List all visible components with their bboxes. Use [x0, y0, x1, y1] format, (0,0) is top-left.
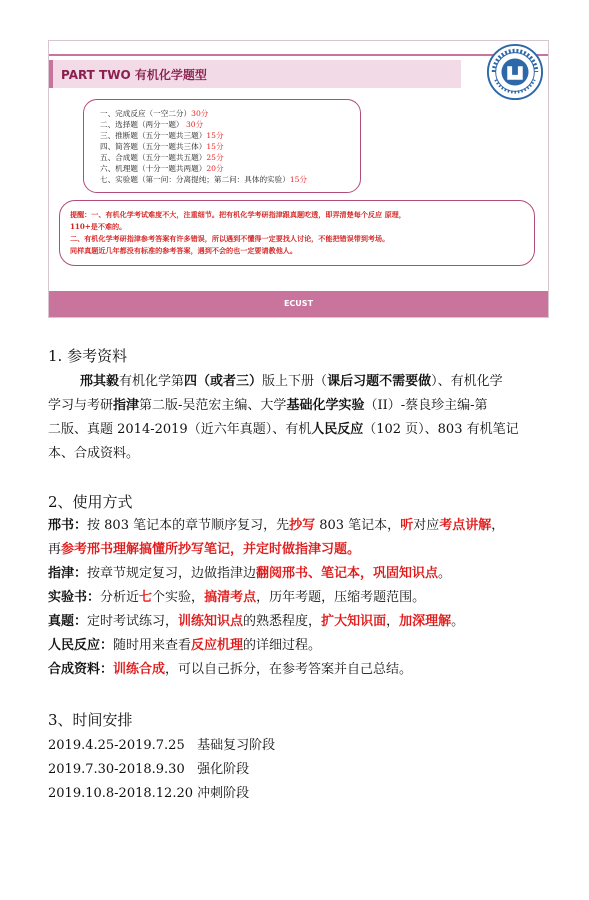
list-item: 四、简答题（五分一题共三体）15分: [100, 142, 224, 151]
usage-line-shiyan: 实验书：分析近七个实验，搞清考点，历年考题，压缩考题范围。: [48, 590, 426, 605]
section-heading-schedule: 3、时间安排: [48, 711, 133, 729]
reminder-line: 110+是不难的。: [70, 222, 127, 231]
list-item: 一、完成反应（一空二分）30分: [100, 109, 209, 118]
schedule-row: 2019.7.30-2018.9.30 强化阶段: [48, 762, 250, 777]
list-item: 二、选择题（两分一题） 30分: [100, 120, 204, 129]
slide-top-line: [49, 54, 548, 56]
paragraph-line: 本、合成资料。: [48, 446, 140, 461]
usage-line-hecheng: 合成资料：训练合成，可以自己拆分，在参考答案并自己总结。: [48, 662, 413, 677]
list-item: 三、推断题（五分一题共三题）15分: [100, 131, 224, 140]
reminder-box: [59, 200, 535, 266]
university-seal-icon: [486, 43, 544, 101]
slide-title-bar: [49, 60, 461, 88]
usage-line-xing-cont: 再参考邢书理解搞懂所抄写笔记，并定时做指津习题。: [48, 542, 361, 557]
usage-line-zhijin: 指津：按章节规定复习，边做指津边翻阅邢书、笔记本，巩固知识点。: [48, 566, 452, 581]
section-heading-usage: 2、使用方式: [48, 493, 133, 511]
slide-title: PART TWO 有机化学题型: [61, 68, 207, 82]
reminder-line: 二、有机化学考研指津参考答案有许多错误，所以遇到不懂得一定要找人讨论，不能把错误带到考场。: [70, 234, 390, 243]
reminder-line: 同样真题近几年都没有标准的参考答案，遇到不会的也一定要请教他人。: [70, 246, 297, 255]
slide-image: [48, 40, 549, 318]
usage-line-zhenti: 真题：定时考试练习，训练知识点的熟悉程度，扩大知识面，加深理解。: [48, 614, 465, 629]
question-type-list: [83, 99, 361, 193]
paragraph-line: 二版、真题 2014-2019（近六年真题）、有机人民反应（102 页）、803 有机笔记: [48, 422, 519, 437]
usage-line-xing: 邢书：按 803 笔记本的章节顺序复习，先抄写 803 笔记本，听对应考点讲解，: [48, 518, 505, 533]
schedule-row: 2019.4.25-2019.7.25 基础复习阶段: [48, 738, 276, 753]
usage-line-renmin: 人民反应：随时用来查看反应机理的详细过程。: [48, 638, 322, 653]
list-item: 六、机理题（十分一题共两题）20分: [100, 164, 224, 173]
section-heading-references: 1. 参考资料: [48, 347, 128, 365]
paragraph-line: 学习与考研指津第二版-吴范宏主编、大学基础化学实验（II）-蔡良珍主编-第: [48, 398, 488, 413]
slide-footer: [49, 291, 548, 317]
reminder-line: 提醒：一、有机化学考试难度不大，注重细节。把有机化学考研指津跟真题吃透，即弄清楚每个反应 原理，: [70, 210, 406, 219]
schedule-row: 2019.10.8-2018.12.20 冲刺阶段: [48, 786, 250, 801]
footer-text: ECUST: [283, 299, 314, 308]
list-item: 五、合成题（五分一题共五题）25分: [100, 153, 224, 162]
paragraph-line: 邢其毅有机化学第四（或者三）版上下册（课后习题不需要做）、有机化学: [80, 374, 503, 389]
list-item: 七、实验题（第一问：分离提纯；第二问：具体的实验）15分: [100, 175, 308, 184]
